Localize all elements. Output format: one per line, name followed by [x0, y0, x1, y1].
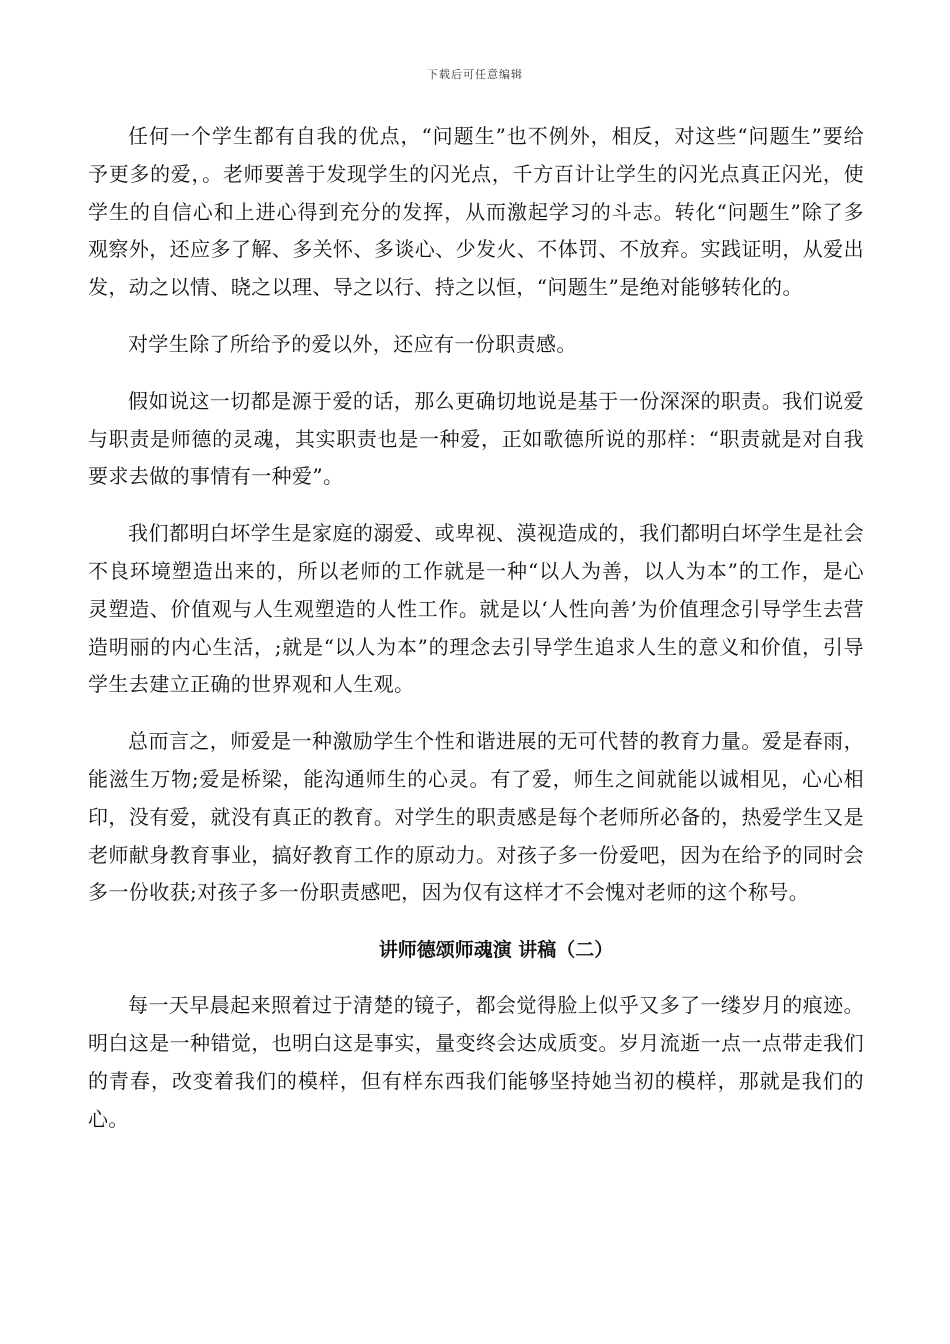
paragraph-problem-students: 任何一个学生都有自我的优点，“问题生”也不例外，相反，对这些“问题生”要给予更多的爱，。老师要善于发现学生的闪光点，千方百计让学生的闪光点真正闪光，使学生的自信心和上进心得到充分的发挥，从而激起学习的斗志。转化“问题生”除了多观察外，还应多了解、多关怀、多谈心、少发火、不体罚、不放弃。实践证明，从爱出发，动之以情、晓之以理、导之以行、持之以恒，“问题生”是绝对能够转化的。 [88, 124, 864, 300]
paragraph-mirror: 每一天早晨起来照着过于清楚的镜子，都会觉得脸上似乎又多了一缕岁月的痕迹。明白这是一种错觉，也明白这是事实，量变终会达成质变。岁月流逝一点一点带走我们的青春，改变着我们的模样，但有样东西我们能够坚持她当初的模样，那就是我们的心。 [88, 993, 864, 1131]
page-header: 下载后可任意编辑 [427, 68, 523, 81]
paragraph-love-and-duty: 假如说这一切都是源于爱的话，那么更确切地说是基于一份深深的职责。我们说爱与职责是师德的灵魂，其实职责也是一种爱，正如歌德所说的那样：“职责就是对自我要求去做的事情有一种爱”。 [88, 388, 864, 489]
section-heading: 讲师德颂师魂演 讲稿（二） [378, 939, 614, 962]
document-body [88, 118, 864, 1157]
paragraph-people-oriented: 我们都明白坏学生是家庭的溺爱、或卑视、漠视造成的，我们都明白坏学生是社会不良环境塑造出来的，所以老师的工作就是一种“以人为善，以人为本”的工作，是心灵塑造、价值观与人生观塑造的人性工作。就是以‘人性向善’为价值理念引导学生去营造明丽的内心生活，;就是“以人为本”的理念去引导学生追求人生的意义和价值，引导学生去建立正确的世界观和人生观。 [88, 521, 864, 697]
paragraph-conclusion: 总而言之，师爱是一种激励学生个性和谐进展的无可代替的教育力量。爱是春雨，能滋生万物;爱是桥梁，能沟通师生的心灵。有了爱，师生之间就能以诚相见，心心相印，没有爱，就没有真正的教育。对学生的职责感是每个老师所必备的，热爱学生又是老师献身教育事业，搞好教育工作的原动力。对孩子多一份爱吧，因为在给予的同时会多一份收获;对孩子多一份职责感吧，因为仅有这样才不会愧对老师的这个称号。 [88, 729, 864, 905]
paragraph-responsibility-intro: 对学生除了所给予的爱以外，还应有一份职责感。 [128, 331, 577, 356]
